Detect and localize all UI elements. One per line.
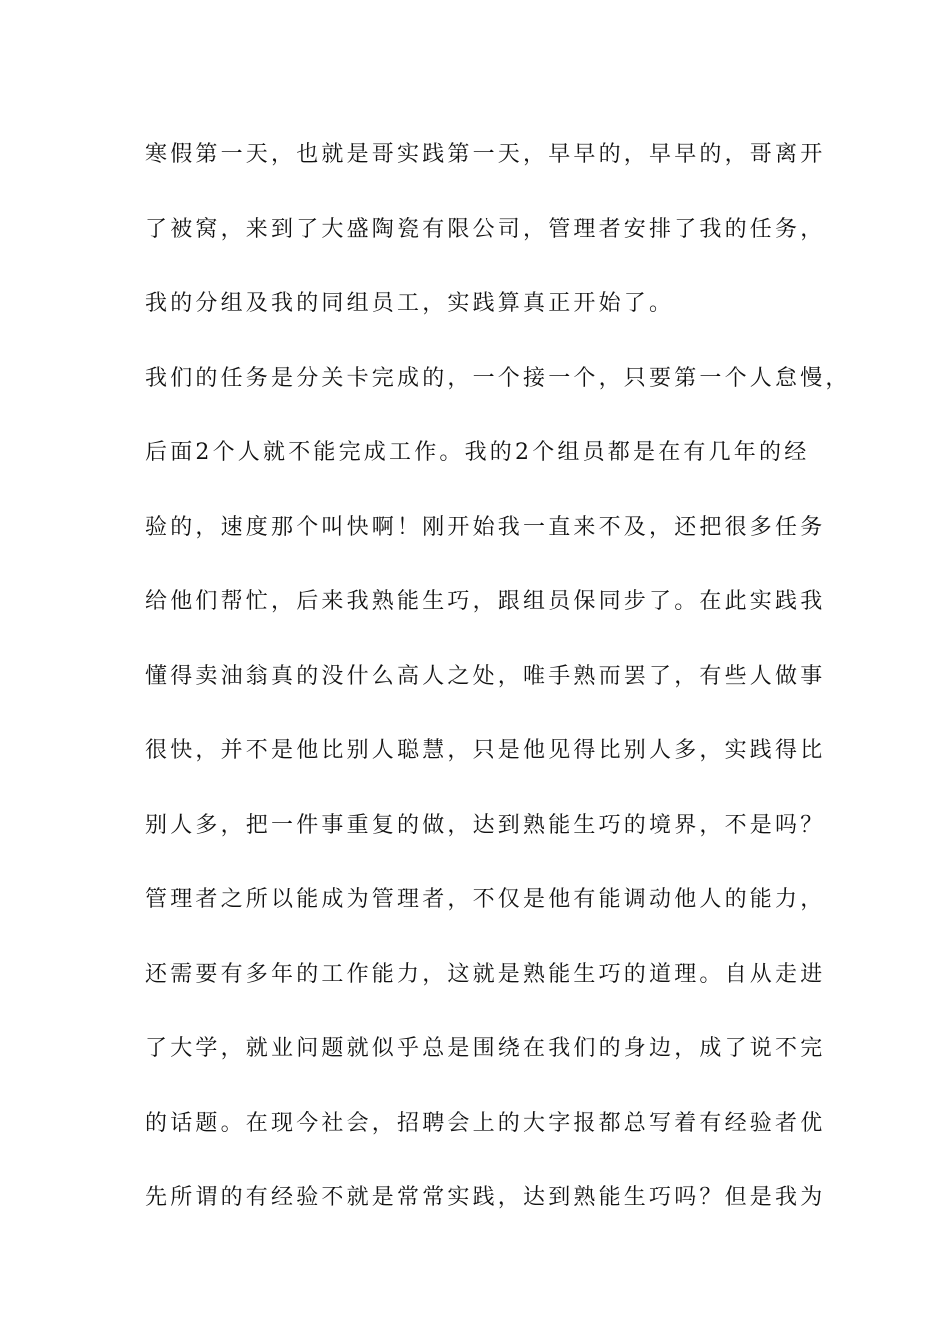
text-line-8: 懂得卖油翁真的没什么高人之处，唯手熟而罢了，有些人做事	[145, 663, 826, 689]
text-line-3: 我的分组及我的同组员工，实践算真正开始了。	[145, 291, 675, 316]
text-line-14: 的话题。在现今社会，招聘会上的大字报都总写着有经验者优	[145, 1110, 826, 1136]
text-line-9: 很快，并不是他比别人聪慧，只是他见得比别人多，实践得比	[145, 738, 826, 763]
text-line-2: 了被窝，来到了大盛陶瓷有限公司，管理者安排了我的任务，	[145, 216, 826, 242]
text-line-15: 先所谓的有经验不就是常常实践，达到熟能生巧吗？但是我为	[145, 1185, 826, 1210]
text-line-10: 别人多，把一件事重复的做，达到熟能生巧的境界，不是吗？	[145, 812, 826, 838]
text-line-11: 管理者之所以能成为管理者，不仅是他有能调动他人的能力，	[145, 887, 826, 912]
body-text	[145, 118, 851, 1236]
text-line-1: 寒假第一天，也就是哥实践第一天，早早的，早早的，哥离开	[145, 142, 826, 167]
text-line-5: 后面2个人就不能完成工作。我的2个组员都是在有几年的经	[145, 440, 810, 465]
text-line-7: 给他们帮忙，后来我熟能生巧，跟组员保同步了。在此实践我	[145, 589, 826, 614]
text-line-4: 我们的任务是分关卡完成的，一个接一个，只要第一个人怠慢，	[145, 365, 851, 391]
text-line-6: 验的，速度那个叫快啊！刚开始我一直来不及，还把很多任务	[145, 514, 826, 540]
text-line-13: 了大学，就业问题就似乎总是围绕在我们的身边，成了说不完	[145, 1036, 826, 1061]
text-line-12: 还需要有多年的工作能力，这就是熟能生巧的道理。自从走进	[145, 961, 826, 987]
